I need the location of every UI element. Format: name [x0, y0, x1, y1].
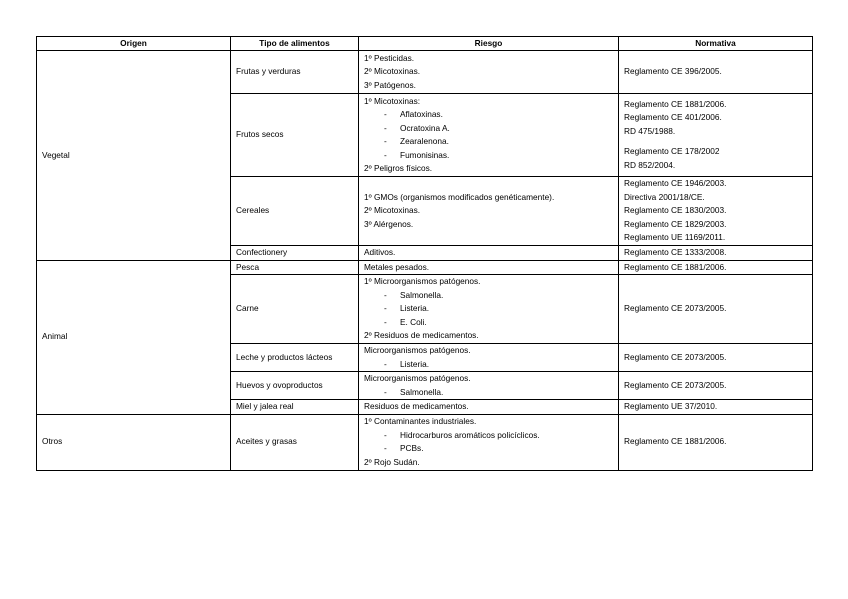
- regulation-cell: [619, 372, 813, 400]
- regulation-item: Reglamento CE 1333/2008.: [624, 247, 727, 257]
- risk-subitem-text: Fumonisinas.: [400, 149, 450, 160]
- header-normativa: Normativa: [619, 37, 813, 51]
- regulation-item: Reglamento CE 396/2005.: [624, 66, 722, 77]
- risk-subitem-text: Zearalenona.: [400, 136, 449, 146]
- regulation-item: Reglamento CE 1881/2006.: [624, 436, 727, 447]
- regulation-item: Reglamento CE 1946/2003.: [624, 178, 727, 189]
- food-type-cell: Pesca: [231, 260, 359, 275]
- risk-item: 1º Contaminantes industriales.: [364, 416, 477, 426]
- table-row: [37, 414, 813, 470]
- regulation-cell: [619, 344, 813, 372]
- risk-item: Residuos de medicamentos.: [364, 401, 469, 411]
- bullet-dash: -: [384, 316, 387, 327]
- risk-item: 1º Microorganismos patógenos.: [364, 276, 481, 287]
- risk-item: 2º Peligros físicos.: [364, 163, 433, 173]
- bullet-dash: -: [384, 109, 387, 119]
- risk-subitem-text: Hidrocarburos aromáticos policíclicos.: [400, 429, 540, 440]
- risk-item: 3º Patógenos.: [364, 79, 416, 90]
- regulation-cell: [619, 246, 813, 261]
- regulation-item: Reglamento UE 37/2010.: [624, 401, 718, 411]
- regulation-cell: [619, 94, 813, 177]
- risk-cell: [359, 400, 619, 415]
- table-header-row: [37, 37, 813, 51]
- regulation-item: Reglamento CE 2073/2005.: [624, 351, 727, 362]
- risk-item: 2º Micotoxinas.: [364, 205, 421, 216]
- risk-cell: [359, 177, 619, 246]
- regulation-item: RD 852/2004.: [624, 159, 676, 170]
- risk-item: Microorganismos patógenos.: [364, 345, 471, 355]
- risk-item: Aditivos.: [364, 247, 396, 257]
- regulation-item: Reglamento CE 178/2002: [624, 146, 720, 157]
- origin-cell: Animal: [37, 260, 231, 414]
- risk-subitem: [364, 442, 613, 456]
- regulation-cell: [619, 275, 813, 344]
- risk-item: 2º Micotoxinas.: [364, 66, 421, 77]
- risk-subitem-text: Listeria.: [400, 358, 430, 369]
- risk-cell: [359, 275, 619, 344]
- risk-subitem: [364, 289, 613, 303]
- risk-cell: [359, 94, 619, 177]
- risk-cell: [359, 260, 619, 275]
- risk-subitem: [364, 149, 613, 163]
- regulation-item: Reglamento CE 2073/2005.: [624, 379, 727, 390]
- risk-subitem-text: PCBs.: [400, 443, 424, 453]
- bullet-dash: -: [384, 303, 387, 314]
- risk-subitem-text: Salmonella.: [400, 289, 444, 300]
- risk-subitem-text: Ocratoxina A.: [400, 122, 450, 133]
- spacer: [624, 138, 807, 145]
- regulation-cell: [619, 177, 813, 246]
- risk-cell: [359, 51, 619, 94]
- header-riesgo: Riesgo: [359, 37, 619, 51]
- regulation-item: Reglamento CE 401/2006.: [624, 112, 722, 123]
- bullet-dash: -: [384, 386, 387, 397]
- regulation-item: Reglamento CE 1881/2006.: [624, 261, 727, 272]
- bullet-dash: -: [384, 289, 387, 300]
- risk-subitem: [364, 122, 613, 136]
- regulation-cell: [619, 400, 813, 415]
- bullet-dash: -: [384, 136, 387, 146]
- regulation-item: Directiva 2001/18/CE.: [624, 191, 705, 202]
- bullet-dash: -: [384, 149, 387, 160]
- document-page: [36, 36, 812, 471]
- risk-item: 1º Micotoxinas:: [364, 95, 421, 106]
- food-type-cell: Cereales: [231, 177, 359, 246]
- table-row: [37, 51, 813, 94]
- bullet-dash: -: [384, 122, 387, 133]
- regulation-item: Reglamento CE 1881/2006.: [624, 98, 727, 109]
- risk-subitem-text: E. Coli.: [400, 316, 427, 327]
- food-type-cell: Confectionery: [231, 246, 359, 261]
- food-type-cell: Leche y productos lácteos: [231, 344, 359, 372]
- risk-cell: [359, 246, 619, 261]
- origin-cell: Vegetal: [37, 51, 231, 261]
- risk-item: 3º Alérgenos.: [364, 218, 414, 229]
- risk-cell: [359, 372, 619, 400]
- risk-subitem-text: Salmonella.: [400, 386, 444, 397]
- regulation-cell: [619, 414, 813, 470]
- origin-cell: Otros: [37, 414, 231, 470]
- risk-subitem: [364, 302, 613, 316]
- food-type-cell: Frutas y verduras: [231, 51, 359, 94]
- risk-subitem: [364, 135, 613, 149]
- risk-subitem: [364, 108, 613, 122]
- risk-subitem-text: Listeria.: [400, 303, 430, 314]
- food-type-cell: Frutos secos: [231, 94, 359, 177]
- risk-item: Microorganismos patógenos.: [364, 373, 471, 383]
- risk-item: 1º GMOs (organismos modificados genéticamente).: [364, 191, 555, 202]
- risk-item: Metales pesados.: [364, 261, 430, 272]
- table-body: [37, 51, 813, 471]
- risk-cell: [359, 414, 619, 470]
- risk-subitem-text: Aflatoxinas.: [400, 109, 443, 119]
- risk-subitem: [364, 358, 613, 372]
- table-row: [37, 260, 813, 275]
- bullet-dash: -: [384, 358, 387, 369]
- header-origen: Origen: [37, 37, 231, 51]
- bullet-dash: -: [384, 429, 387, 440]
- food-type-cell: Huevos y ovoproductos: [231, 372, 359, 400]
- food-type-cell: Aceites y grasas: [231, 414, 359, 470]
- risk-item: 2º Rojo Sudán.: [364, 456, 420, 467]
- regulation-item: Reglamento CE 2073/2005.: [624, 303, 727, 314]
- regulation-cell: [619, 260, 813, 275]
- food-type-cell: Miel y jalea real: [231, 400, 359, 415]
- food-risk-table: [36, 36, 813, 471]
- risk-subitem: [364, 316, 613, 330]
- risk-cell: [359, 344, 619, 372]
- risk-subitem: [364, 386, 613, 400]
- food-type-cell: Carne: [231, 275, 359, 344]
- header-tipo-de-alimentos: Tipo de alimentos: [231, 37, 359, 51]
- risk-item: 2º Residuos de medicamentos.: [364, 330, 479, 341]
- regulation-cell: [619, 51, 813, 94]
- risk-subitem: [364, 429, 613, 443]
- regulation-item: Reglamento UE 1169/2011.: [624, 232, 726, 243]
- risk-item: 1º Pesticidas.: [364, 52, 415, 63]
- regulation-item: Reglamento CE 1830/2003.: [624, 205, 727, 216]
- bullet-dash: -: [384, 443, 387, 453]
- regulation-item: RD 475/1988.: [624, 125, 676, 136]
- regulation-item: Reglamento CE 1829/2003.: [624, 218, 727, 229]
